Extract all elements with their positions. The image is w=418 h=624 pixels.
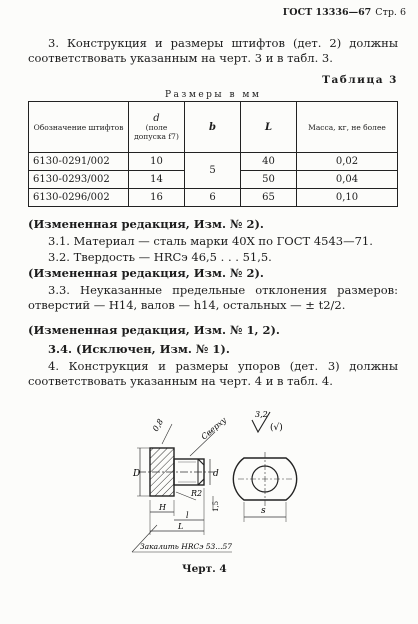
label-L: L <box>178 522 184 531</box>
label-R2: R2 <box>191 489 203 498</box>
paragraph-3-1: 3.1. Материал — сталь марки 40Х по ГОСТ 4543—71. <box>48 234 373 248</box>
cell-b: 6 <box>185 189 241 207</box>
label-chamfer: 0,8 <box>150 417 166 433</box>
label-H: H <box>159 503 166 512</box>
paragraph-3-4: 3.4. (Исключен, Изм. № 1). <box>48 342 230 356</box>
cell-mass: 0,02 <box>297 153 398 171</box>
cell-L: 40 <box>241 153 297 171</box>
cell-L: 50 <box>241 171 297 189</box>
shank-chamfer-line <box>198 479 204 485</box>
header-b: b <box>185 102 241 153</box>
label-harden-note: Закалить HRCэ 53...57 <box>140 542 233 551</box>
page-number: Стр. 6 <box>375 7 406 18</box>
standard-number: ГОСТ 13336—67 <box>282 7 372 18</box>
cell-d: 10 <box>129 153 185 171</box>
roughness-mark: (√) <box>270 423 283 433</box>
edition-note-3: (Измененная редакция, Изм. № 1, 2). <box>28 323 280 337</box>
header-d-note: (поле допуска f7) <box>134 122 179 141</box>
header-d-symbol: d <box>153 112 160 124</box>
cell-designation: 6130-0291/002 <box>29 153 129 171</box>
label-1-5: 1,5 <box>212 500 220 512</box>
edition-note-2: (Измененная редакция, Изм. № 2). <box>28 266 264 280</box>
cell-d: 16 <box>129 189 185 207</box>
header-L: L <box>241 102 297 153</box>
leader-chamfer <box>162 424 172 444</box>
drawing-caption: Черт. 4 <box>182 563 227 575</box>
cell-mass: 0,10 <box>297 189 398 207</box>
cell-mass: 0,04 <box>297 171 398 189</box>
cell-designation: 6130-0296/002 <box>29 189 129 207</box>
label-chamfer-note: Сверху <box>199 415 229 442</box>
stop-front-view <box>132 424 232 552</box>
paragraph-4: 4. Конструкция и размеры упоров (дет. 3) должны соответствовать указанным на черт. 4 и в табл. 4. <box>28 359 398 388</box>
cell-L: 65 <box>241 189 297 207</box>
paragraph-3: 3. Конструкция и размеры штифтов (дет. 2) должны соответствовать указанным на черт. 3 и в табл. 3. <box>28 36 398 65</box>
paragraph-3-2: 3.2. Твердость — HRCэ 46,5 . . . 51,5. <box>48 250 272 264</box>
paragraph-3-3: 3.3. Неуказанные предельные отклонения размеров: отверстий — H14, валов — h14, остальных — ± t2/2. <box>28 283 398 312</box>
cell-designation: 6130-0293/002 <box>29 171 129 189</box>
label-l: l <box>186 511 189 520</box>
roughness-value: 3,2 <box>255 410 268 419</box>
edition-note-1: (Измененная редакция, Изм. № 2). <box>28 217 264 231</box>
table-caption: Таблица 3 <box>322 74 398 86</box>
label-s: s <box>261 506 266 516</box>
shank-chamfer-line <box>198 459 204 465</box>
cell-d: 14 <box>129 171 185 189</box>
label-D: D <box>133 469 141 479</box>
header-mass: Масса, кг, не более <box>297 102 398 153</box>
label-d: d <box>213 469 219 479</box>
header-designation: Обозначение штифтов <box>29 102 129 153</box>
table-units: Размеры в мм <box>165 90 262 100</box>
cell-b: 5 <box>185 153 241 189</box>
